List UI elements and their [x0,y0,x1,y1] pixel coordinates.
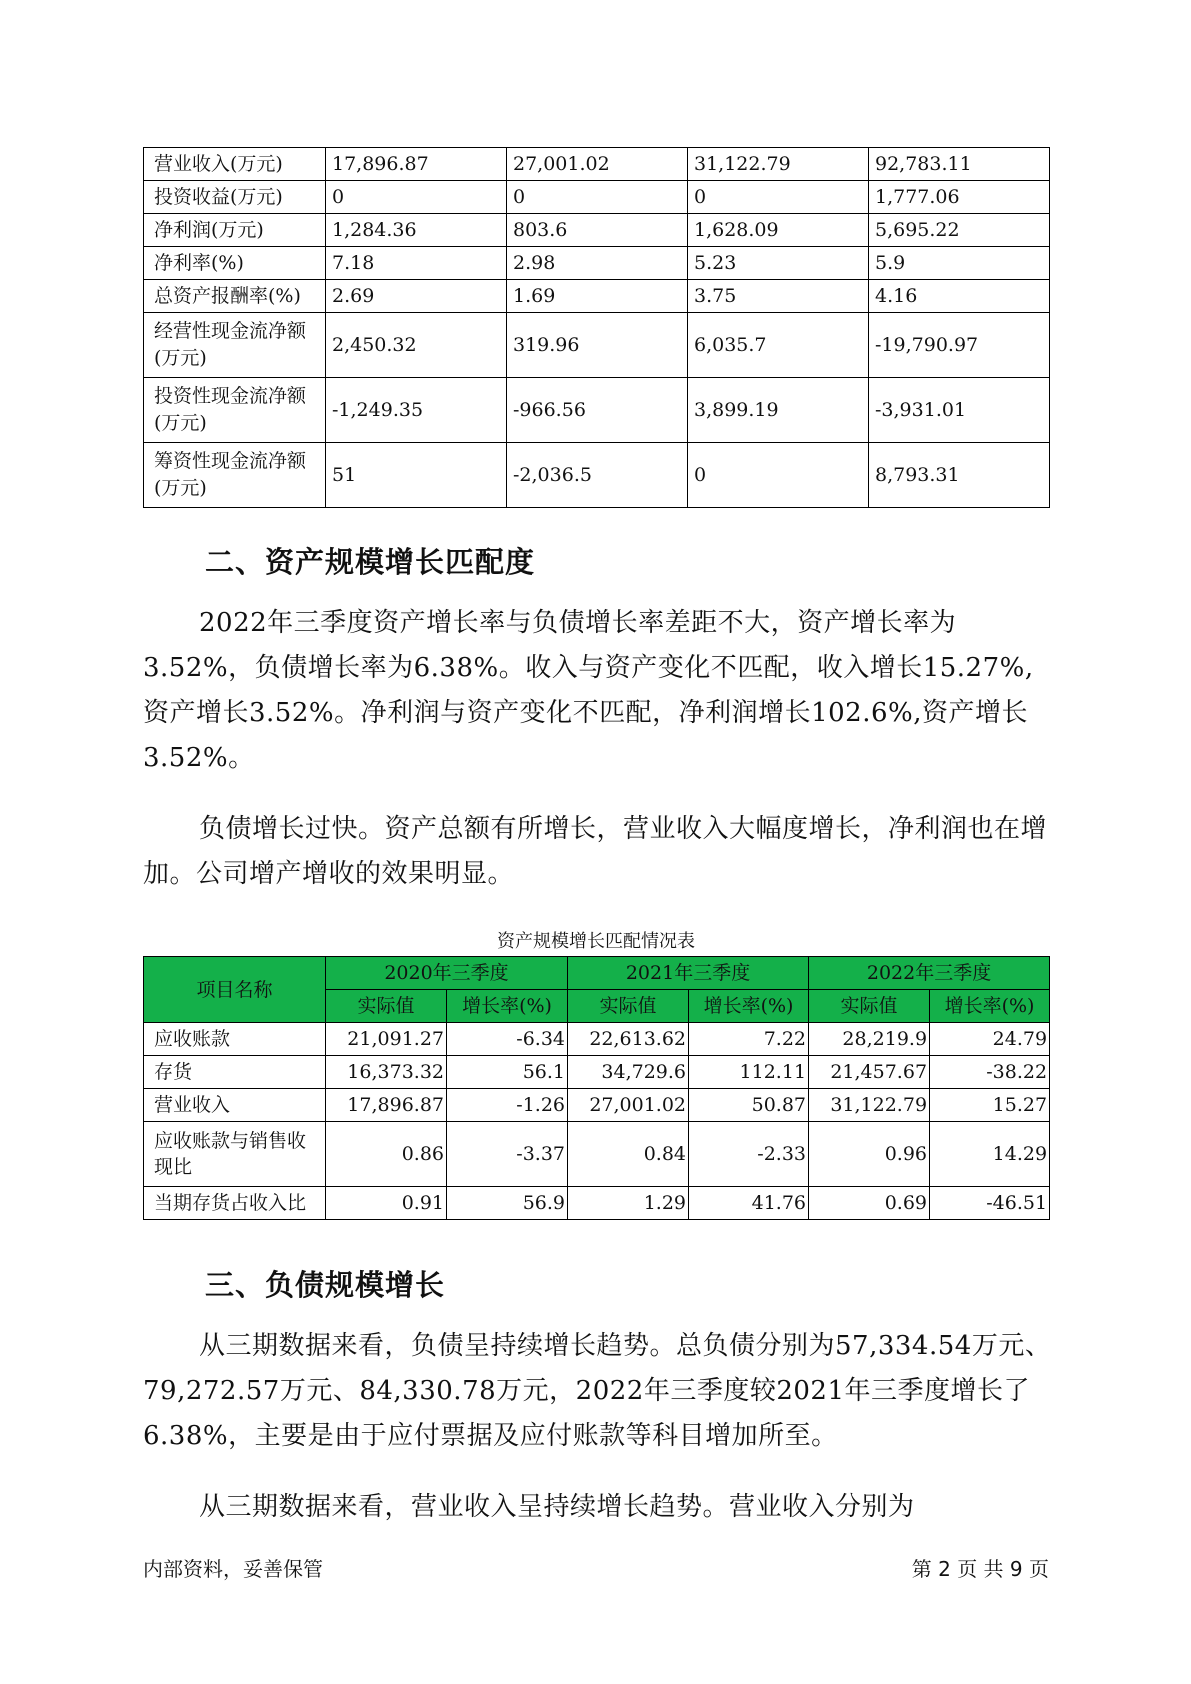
table-row [144,1089,1050,1122]
cell: 15.27 [930,1089,1050,1122]
cell: 0.86 [326,1122,447,1187]
body-paragraph: 从三期数据来看，负债呈持续增长趋势。总负债分别为57,334.54万元、79,272.57万元、84,330.78万元，2022年三季度较2021年三季度增长了6.38%，主要是由于应付票据及应付账款等科目增加所至。 [143,1331,1052,1451]
cell: 3.75 [688,280,869,313]
column-header: 增长率(%) [930,990,1050,1023]
cell: 2,450.32 [326,313,507,378]
column-header: 项目名称 [144,957,326,1023]
cell: -966.56 [507,378,688,443]
table-caption: 资产规模增长匹配情况表 [497,931,695,952]
table-row [144,1187,1050,1220]
cell: 4.16 [869,280,1050,313]
asset-growth-table [143,956,1050,1220]
cell: -38.22 [930,1056,1050,1089]
body-paragraph: 负债增长过快。资产总额有所增长，营业收入大幅度增长，净利润也在增加。公司增产增收的效果明显。 [143,814,1048,889]
cell: 2.98 [507,247,688,280]
cell: 8,793.31 [869,443,1050,508]
cell: 6,035.7 [688,313,869,378]
column-header: 实际值 [326,990,447,1023]
row-label: 营业收入(万元) [144,148,326,181]
cell: 31,122.79 [688,148,869,181]
cell: 0 [688,443,869,508]
cell: 21,457.67 [809,1056,930,1089]
section-heading: 二、资产规模增长匹配度 [205,545,536,579]
table-row [144,214,1050,247]
row-label: 总资产报酬率(%) [144,280,326,313]
table-row [144,313,1050,378]
cell: 1.29 [568,1187,689,1220]
cell: 5.9 [869,247,1050,280]
cell: 34,729.6 [568,1056,689,1089]
cell: 0.84 [568,1122,689,1187]
cell: -6.34 [447,1023,568,1056]
cell: 17,896.87 [326,148,507,181]
column-header: 增长率(%) [447,990,568,1023]
column-header: 2022年三季度 [809,957,1050,990]
cell: 27,001.02 [568,1089,689,1122]
cell: -3.37 [447,1122,568,1187]
cell: -19,790.97 [869,313,1050,378]
cell: 0 [688,181,869,214]
table-row [144,148,1050,181]
cell: 1.69 [507,280,688,313]
cell: 2.69 [326,280,507,313]
column-header: 实际值 [568,990,689,1023]
cell: -3,931.01 [869,378,1050,443]
cell: 28,219.9 [809,1023,930,1056]
cell: 56.1 [447,1056,568,1089]
cell: 14.29 [930,1122,1050,1187]
row-label: 投资收益(万元) [144,181,326,214]
cell: 24.79 [930,1023,1050,1056]
cell: -2,036.5 [507,443,688,508]
cell: 0 [507,181,688,214]
cell: 7.22 [689,1023,809,1056]
cell: -1,249.35 [326,378,507,443]
table-row [144,280,1050,313]
table-row [144,443,1050,508]
section-heading: 三、负债规模增长 [205,1268,446,1302]
row-label: 营业收入 [144,1089,326,1122]
cell: -1.26 [447,1089,568,1122]
row-label: 应收账款 [144,1023,326,1056]
cell: 17,896.87 [326,1089,447,1122]
cell: -2.33 [689,1122,809,1187]
cell: 319.96 [507,313,688,378]
cell: 92,783.11 [869,148,1050,181]
cell: 7.18 [326,247,507,280]
row-label: 存货 [144,1056,326,1089]
row-label: 应收账款与销售收现比 [144,1122,326,1187]
row-label: 当期存货占收入比 [144,1187,326,1220]
footer-left: 内部资料，妥善保管 [143,1557,323,1581]
cell: 0.96 [809,1122,930,1187]
table-row [144,181,1050,214]
cell: 41.76 [689,1187,809,1220]
cell: -46.51 [930,1187,1050,1220]
cell: 51 [326,443,507,508]
row-label: 净利润(万元) [144,214,326,247]
table-row [144,378,1050,443]
cell: 0.69 [809,1187,930,1220]
cell: 803.6 [507,214,688,247]
cell: 56.9 [447,1187,568,1220]
cell: 27,001.02 [507,148,688,181]
cell: 16,373.32 [326,1056,447,1089]
cell: 5.23 [688,247,869,280]
cell: 22,613.62 [568,1023,689,1056]
cell: 3,899.19 [688,378,869,443]
column-header: 实际值 [809,990,930,1023]
cell: 1,628.09 [688,214,869,247]
column-header: 2020年三季度 [326,957,568,990]
column-header: 2021年三季度 [568,957,809,990]
row-label: 净利率(%) [144,247,326,280]
cell: 0.91 [326,1187,447,1220]
cell: 112.11 [689,1056,809,1089]
cell: 1,777.06 [869,181,1050,214]
row-label: 经营性现金流净额(万元) [144,313,326,378]
row-label: 投资性现金流净额(万元) [144,378,326,443]
cell: 21,091.27 [326,1023,447,1056]
financial-summary-table [143,147,1050,508]
cell: 50.87 [689,1089,809,1122]
table-row [144,1056,1050,1089]
cell: 0 [326,181,507,214]
page-number: 第 2 页 共 9 页 [911,1557,1049,1581]
body-paragraph: 从三期数据来看，营业收入呈持续增长趋势。营业收入分别为 [199,1492,915,1522]
body-paragraph: 2022年三季度资产增长率与负债增长率差距不大，资产增长率为3.52%，负债增长率为6.38%。收入与资产变化不匹配，收入增长15.27%,资产增长3.52%。净利润与资产变化不匹配，净利润增长102.6%,资产增长3.52%。 [143,608,1034,773]
row-label: 筹资性现金流净额(万元) [144,443,326,508]
column-header: 增长率(%) [689,990,809,1023]
cell: 1,284.36 [326,214,507,247]
table-row [144,1023,1050,1056]
table-row [144,1122,1050,1187]
table-row [144,247,1050,280]
cell: 5,695.22 [869,214,1050,247]
cell: 31,122.79 [809,1089,930,1122]
